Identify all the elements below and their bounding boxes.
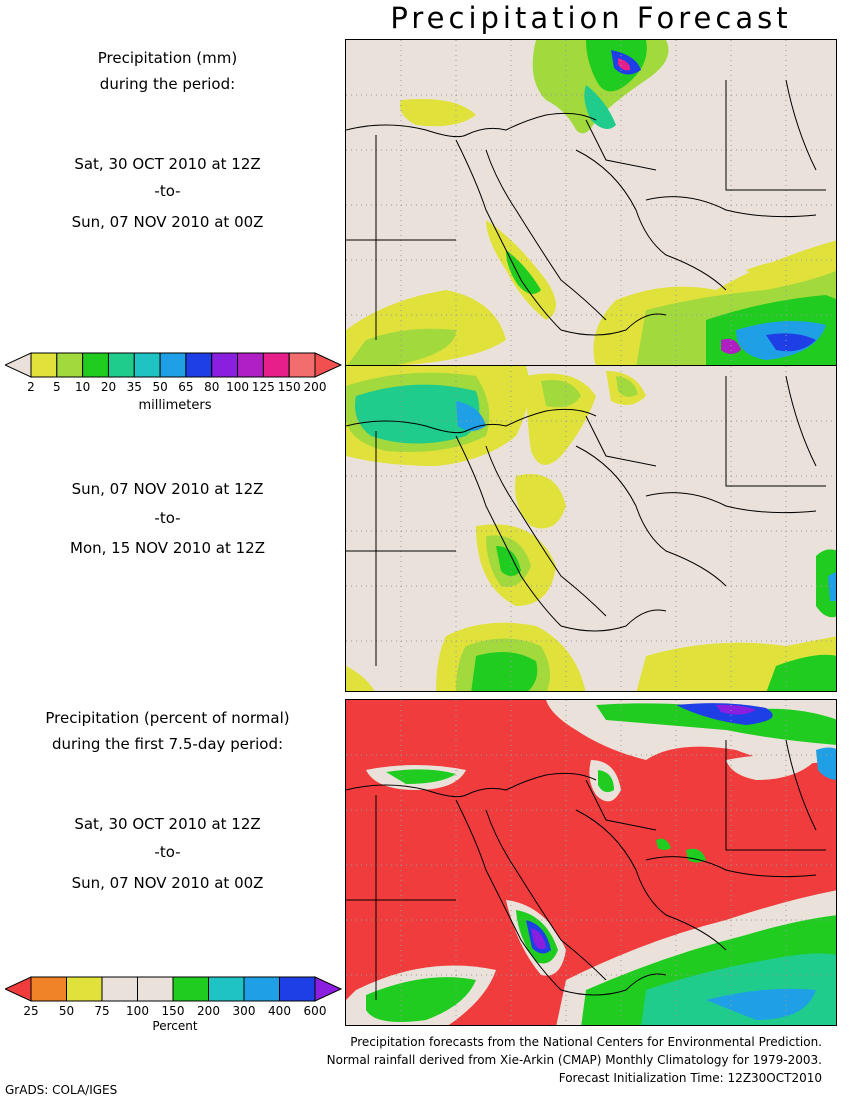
colorbar-mm-label-3: 20 bbox=[100, 380, 117, 394]
colorbar-percent-swatch-3 bbox=[102, 977, 138, 1001]
panel1-to: -to- bbox=[154, 182, 181, 200]
colorbar-percent-swatch-5 bbox=[173, 977, 209, 1001]
panel1-heading-1: Precipitation (mm) bbox=[97, 49, 238, 67]
colorbar-mm-swatch-1 bbox=[31, 353, 57, 377]
colorbar-mm-swatch-9 bbox=[238, 353, 264, 377]
colorbar-percent-swatch-8 bbox=[280, 977, 316, 1001]
map-panel-3 bbox=[345, 699, 837, 1026]
map-1-canvas bbox=[346, 40, 837, 366]
colorbar-percent-unit: Percent bbox=[152, 1019, 198, 1033]
colorbar-percent-label-1: 50 bbox=[58, 1004, 75, 1018]
colorbar-mm-swatch-12 bbox=[315, 353, 341, 377]
colorbar-mm-label-7: 80 bbox=[204, 380, 220, 394]
panel2-start: Sun, 07 NOV 2010 at 12Z bbox=[71, 480, 264, 498]
colorbar-mm-swatch-3 bbox=[83, 353, 109, 377]
colorbar-percent-label-0: 25 bbox=[23, 1004, 39, 1018]
colorbar-mm-swatch-4 bbox=[108, 353, 134, 377]
colorbar-mm-label-10: 150 bbox=[277, 380, 301, 394]
colorbar-mm-label-9: 125 bbox=[251, 380, 275, 394]
panel2-to: -to- bbox=[154, 509, 181, 527]
colorbar-mm-swatch-2 bbox=[57, 353, 83, 377]
colorbar-mm-swatches bbox=[5, 350, 345, 380]
map-2-canvas bbox=[346, 366, 837, 692]
colorbar-percent-label-5: 200 bbox=[197, 1004, 220, 1018]
colorbar-percent-label-4: 150 bbox=[161, 1004, 185, 1018]
colorbar-percent-swatch-1 bbox=[31, 977, 67, 1001]
panel3-end: Sun, 07 NOV 2010 at 00Z bbox=[71, 874, 264, 892]
colorbar-mm-label-11: 200 bbox=[303, 380, 327, 394]
footer-line-3: Forecast Initialization Time: 12Z30OCT2010 bbox=[558, 1071, 822, 1085]
panel2-end: Mon, 15 NOV 2010 at 12Z bbox=[70, 539, 265, 557]
colorbar-mm-label-1: 5 bbox=[52, 380, 61, 394]
footer-line-2: Normal rainfall derived from Xie-Arkin (CMAP) Monthly Climatology for 1979-2003. bbox=[326, 1053, 822, 1067]
colorbar-mm-unit: millimeters bbox=[138, 398, 212, 413]
map-panel-2 bbox=[345, 365, 837, 692]
panel1-end: Sun, 07 NOV 2010 at 00Z bbox=[71, 213, 264, 231]
colorbar-percent-label-3: 100 bbox=[126, 1004, 149, 1018]
colorbar-mm-label-2: 10 bbox=[74, 380, 91, 394]
panel3-heading-2: during the first 7.5-day period: bbox=[51, 735, 284, 753]
colorbar-percent-swatch-9 bbox=[315, 977, 341, 1001]
panel1-heading-2: during the period: bbox=[99, 75, 236, 93]
colorbar-mm bbox=[5, 350, 345, 420]
colorbar-mm-label-8: 100 bbox=[226, 380, 249, 394]
colorbar-mm-swatch-8 bbox=[212, 353, 238, 377]
colorbar-mm-label-5: 50 bbox=[152, 380, 168, 394]
colorbar-percent-swatch-0 bbox=[5, 977, 31, 1001]
page-title: Precipitation Forecast bbox=[390, 1, 792, 35]
colorbar-mm-swatch-6 bbox=[160, 353, 186, 377]
colorbar-mm-swatch-7 bbox=[186, 353, 212, 377]
colorbar-mm-label-4: 35 bbox=[126, 380, 142, 394]
colorbar-mm-label-6: 65 bbox=[178, 380, 194, 394]
colorbar-mm-swatch-5 bbox=[134, 353, 160, 377]
panel3-heading-1: Precipitation (percent of normal) bbox=[45, 709, 290, 727]
colorbar-percent-swatch-7 bbox=[244, 977, 280, 1001]
colorbar-percent-swatches bbox=[5, 974, 345, 1004]
colorbar-mm-label-0: 2 bbox=[27, 380, 35, 394]
colorbar-mm-swatch-11 bbox=[289, 353, 315, 377]
colorbar-percent-swatch-2 bbox=[67, 977, 103, 1001]
colorbar-mm-swatch-0 bbox=[5, 353, 31, 377]
colorbar-percent-label-8: 600 bbox=[303, 1004, 327, 1018]
colorbar-percent-swatch-4 bbox=[138, 977, 174, 1001]
colorbar-percent-label-6: 300 bbox=[232, 1004, 256, 1018]
footer-line-1: Precipitation forecasts from the National Centers for Environmental Prediction. bbox=[350, 1035, 822, 1049]
colorbar-percent-label-2: 75 bbox=[94, 1004, 110, 1018]
map-3-canvas bbox=[346, 700, 837, 1026]
panel3-start: Sat, 30 OCT 2010 at 12Z bbox=[74, 815, 261, 833]
grads-credit: GrADS: COLA/IGES bbox=[5, 1083, 118, 1097]
colorbar-percent-swatch-6 bbox=[209, 977, 245, 1001]
colorbar-percent-label-7: 400 bbox=[268, 1004, 291, 1018]
panel3-to: -to- bbox=[154, 843, 181, 861]
colorbar-percent bbox=[5, 974, 345, 1034]
panel1-start: Sat, 30 OCT 2010 at 12Z bbox=[74, 155, 261, 173]
map-panel-1 bbox=[345, 39, 837, 366]
colorbar-mm-swatch-10 bbox=[263, 353, 289, 377]
